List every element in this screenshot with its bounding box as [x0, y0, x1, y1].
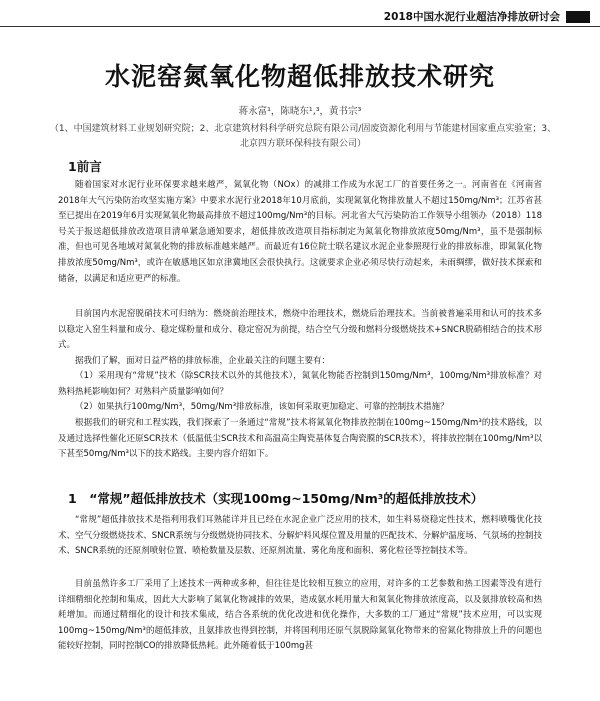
header-divider — [0, 26, 600, 27]
article-title: 水泥窑氮氧化物超低排放技术研究 — [104, 62, 495, 91]
section-1-paragraph-2: 目前虽然许多工厂采用了上述技术一两种或多种，但往往是比较相互独立的应用，对许多的工艺参数和热工因素等没有进行详细精细化控制和集成，因此大大影响了氮氧化物减排的效果，造成氨水耗用量大和氮氧化物排放浓度高，以及氨排放较高和热耗增加。而通过精细化的设计和技术集成，结合各系统的优化改进和优化操作，大多数的工厂通过“常规”技术应用，可以实现100mg~150mg/Nm³的超低排放，且氨排放也得到控制，并将国利用还原气氛脱除氮氧化物带来的窑氮化物排放上升的问题也能较好控制，同时控制CO的排放降低热耗。此外随着低于100mg甚 — [58, 579, 542, 652]
intro-heading: 1前言 — [68, 159, 102, 174]
section-1-heading: 1 “常规”超低排放技术（实现100mg~150mg/Nm³的超低排放技术） — [68, 491, 484, 506]
article-authors: 蒋永富¹，陈晓东¹,³，黄书宗³ — [238, 106, 362, 117]
question-1: （1）采用现有“常规”技术（除SCR技术以外的其他技术），氮氧化物能否控制到150mg/Nm³，100mg/Nm³排放标准？对熟料热耗影响如何？对熟料产质量影响如何？ — [58, 371, 542, 397]
article-affiliations: （1、中国建筑材料工业规划研究院；2、北京建筑材料科学研究总院有限公司/固废资源化利用与节能建材国家重点实验室；3、北京四方联环保科技有限公司） — [49, 124, 557, 149]
question-2: （2）如果执行100mg/Nm³，50mg/Nm³排放标准，该如何采取更加稳定、可靠的控制技术措施？ — [75, 402, 449, 412]
header-marker — [566, 11, 590, 23]
intro-paragraph-4: 根据我们的研究和工程实践，我们探索了一条通过“常规”技术将氮氧化物排放控制在100mg~150mg/Nm³的技术路线，以及通过选择性催化还原SCR技术（低温低尘SCR技术和高温高尘陶瓷基体复合陶瓷膜的SCR技术），将排放控制在100mg/Nm³以下甚至50mg/Nm³以下的技术路线。主要内容介绍如下。 — [58, 418, 542, 460]
section-1-paragraph-1: “常规”超低排放技术是指利用我们耳熟能详并且已经在水泥企业广泛应用的技术，如生料易烧稳定性技术，燃料喷嘴优化技术、空气分级燃烧技术、SNCR系统与分级燃烧协同技术、分解炉料风煤位置及用量的匹配技术、分解炉温度场、气氛场的控制技术、SNCR系统的还原剂喷射位置、喷枪数量及层数、还原剂流量、雾化角度和面积、雾化粒径等控制技术等。 — [58, 515, 542, 557]
running-title: 2018中国水泥行业超洁净排放研讨会 — [383, 11, 560, 23]
intro-paragraph-2: 目前国内水泥窑脱硝技术可归纳为：燃烧前治理技术，燃烧中治理技术，燃烧后治理技术。当前被普遍采用和认可的技术多以稳定入窑生料量和成分、稳定煤粉量和成分、稳定窑况为前提，结合空气分级和燃料分级燃烧技术+SNCR脱硝相结合的技术形式。 — [58, 309, 542, 351]
intro-paragraph-3: 据我们了解，面对日益严格的排放标准，企业最关注的问题主要有： — [75, 356, 331, 366]
running-header — [0, 9, 600, 25]
intro-paragraph-1: 随着国家对水泥行业环保要求越来越严，氮氧化物（NOx）的减排工作成为水泥工厂的首要任务之一。河南省在《河南省2018年大气污染防治攻坚实施方案》中要求水泥行业2018年10月底前，实现氮氧化物排放量人不超过150mg/Nm³；江苏省甚至已提出在2019年6月实现氮氧化物最高排放不超过100mg/Nm³的目标。河北省大气污染防治工作领导小组领办（2018）118号关于报送超低排放改造项目清单紧急通知要求，超低排放改造项目指标制定为氮氧化物排放浓度50mg/Nm³，虽不是强制标准，但也可见各地域对氮氧化物的排放标准越来越严。而最近有16位院士联名建议水泥企业参照现行业的排放标准，即氮氧化物排放浓度50mg/Nm³，或许在敏感地区如京津冀地区会很快执行。这就要求企业必须尽快行动起来，未雨绸缪，做好技术探索和储备，以满足和适应更严的标准。 — [58, 180, 542, 284]
